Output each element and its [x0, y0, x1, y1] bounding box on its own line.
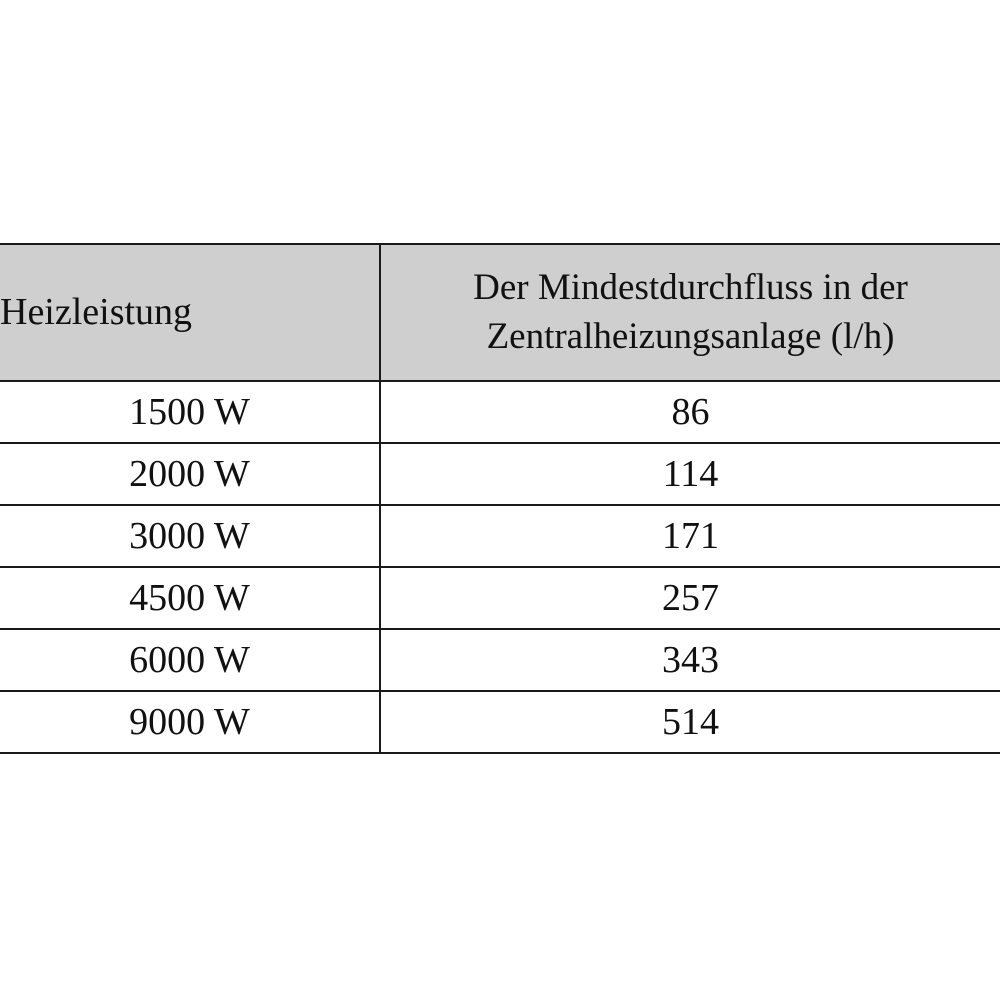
cell-minimum-flow: 257 — [380, 567, 1000, 629]
heating-power-flow-table — [0, 243, 1000, 754]
cell-heating-power: 3000 W — [0, 505, 380, 567]
cell-heating-power: 4500 W — [0, 567, 380, 629]
cell-minimum-flow: 514 — [380, 691, 1000, 753]
table-body — [0, 381, 1000, 753]
table-row — [0, 629, 1000, 691]
cell-minimum-flow: 114 — [380, 443, 1000, 505]
table-header — [0, 244, 1000, 381]
cell-heating-power: 2000 W — [0, 443, 380, 505]
cell-heating-power: 9000 W — [0, 691, 380, 753]
column-header-minimum-flow: Der Mindestdurchfluss in der Zentralheizungsanlage (l/h) — [380, 244, 1000, 381]
table-row — [0, 381, 1000, 443]
spec-table-container — [0, 243, 1000, 754]
column-header-heating-power: Heizleistung — [0, 244, 380, 381]
table-row — [0, 567, 1000, 629]
table-header-row — [0, 244, 1000, 381]
cell-minimum-flow: 343 — [380, 629, 1000, 691]
table-row — [0, 443, 1000, 505]
cell-heating-power: 6000 W — [0, 629, 380, 691]
cell-heating-power: 1500 W — [0, 381, 380, 443]
table-row — [0, 691, 1000, 753]
table-row — [0, 505, 1000, 567]
cell-minimum-flow: 86 — [380, 381, 1000, 443]
cell-minimum-flow: 171 — [380, 505, 1000, 567]
